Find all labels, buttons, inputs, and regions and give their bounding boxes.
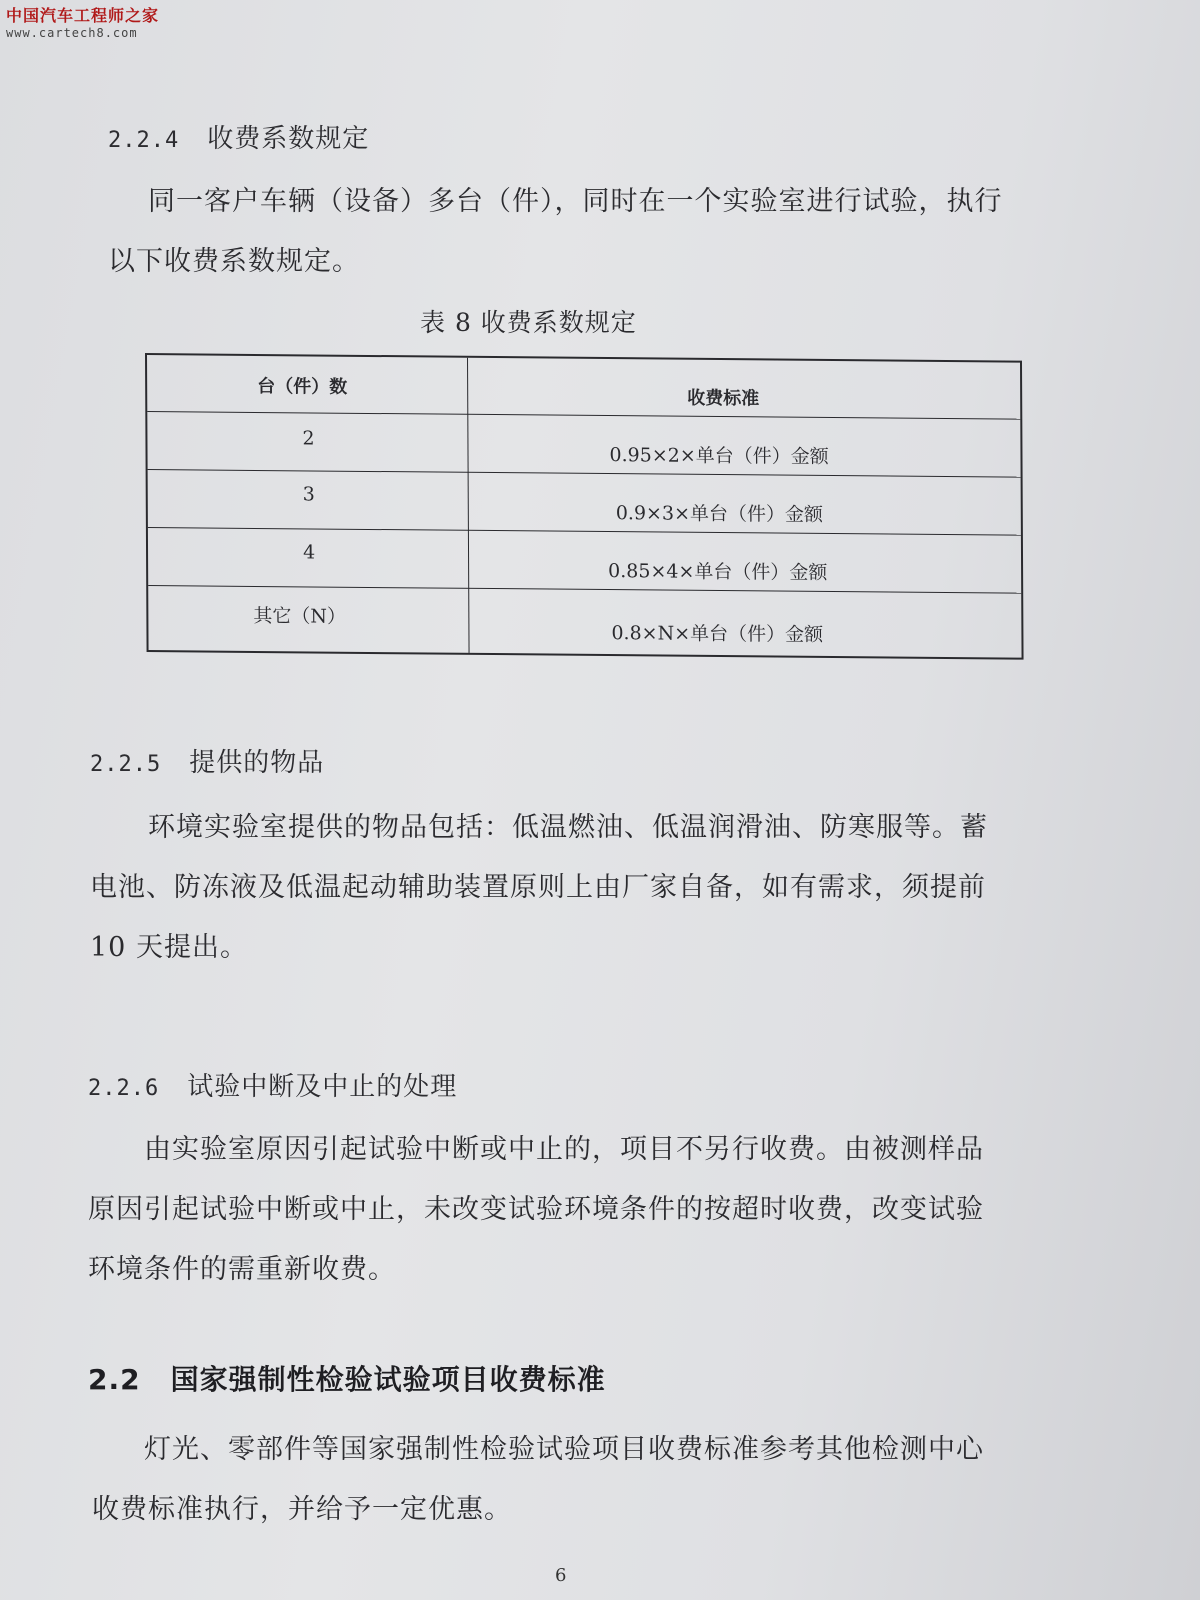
section-heading-2-2-4 bbox=[108, 118, 369, 155]
table-header-count: 台（件）数 bbox=[257, 375, 348, 398]
body-line: 环境条件的需重新收费。 bbox=[88, 1254, 396, 1285]
table-row bbox=[148, 585, 1021, 657]
body-line: 10 天提出。 bbox=[90, 932, 248, 963]
table-row bbox=[148, 469, 1021, 536]
table-cell-count: 2 bbox=[302, 427, 315, 450]
section-body-2-2-6 bbox=[88, 1120, 984, 1300]
table-cell-fee: 0.85×4×单台（件）金额 bbox=[608, 560, 828, 584]
section-title: 试验中断及中止的处理 bbox=[187, 1072, 458, 1102]
section-number: 2.2.6 bbox=[88, 1076, 160, 1101]
table-row bbox=[147, 411, 1020, 478]
main-section-heading-2-2 bbox=[88, 1358, 606, 1398]
section-title: 提供的物品 bbox=[189, 748, 325, 778]
table-header-row bbox=[147, 355, 1020, 419]
section-body-2-2-5 bbox=[90, 798, 988, 978]
fee-coefficient-table bbox=[145, 353, 1024, 660]
page-number: 6 bbox=[555, 1565, 567, 1586]
table-cell-count: 3 bbox=[302, 483, 315, 506]
table-cell-fee: 0.95×2×单台（件）金额 bbox=[609, 444, 829, 468]
table-cell-fee: 0.9×3×单台（件）金额 bbox=[615, 502, 824, 526]
table-cell-fee: 0.8×N×单台（件）金额 bbox=[611, 622, 824, 646]
table-cell-count: 4 bbox=[302, 541, 316, 564]
body-line: 收费标准执行，并给予一定优惠。 bbox=[92, 1494, 512, 1525]
table-caption: 表 8 收费系数规定 bbox=[420, 308, 637, 337]
body-line: 环境实验室提供的物品包括：低温燃油、低温润滑油、防寒服等。蓄 bbox=[148, 812, 988, 843]
section-title: 国家强制性检验试验项目收费标准 bbox=[170, 1363, 606, 1396]
section-heading-2-2-5 bbox=[90, 742, 324, 779]
section-title: 收费系数规定 bbox=[207, 124, 370, 154]
section-number: 2.2.5 bbox=[90, 752, 162, 777]
table-row bbox=[148, 527, 1021, 594]
section-body-2-2 bbox=[92, 1420, 984, 1540]
body-line: 由实验室原因引起试验中断或中止的，项目不另行收费。由被测样品 bbox=[144, 1134, 984, 1165]
section-number: 2.2 bbox=[88, 1363, 141, 1396]
section-body-2-2-4 bbox=[108, 172, 1003, 292]
section-heading-2-2-6 bbox=[88, 1066, 457, 1103]
body-line: 以下收费系数规定。 bbox=[108, 246, 360, 277]
body-line: 原因引起试验中断或中止，未改变试验环境条件的按超时收费，改变试验 bbox=[88, 1194, 984, 1225]
watermark-url: www.cartech8.com bbox=[6, 26, 138, 40]
body-line: 同一客户车辆（设备）多台（件），同时在一个实验室进行试验，执行 bbox=[148, 186, 1003, 217]
section-number: 2.2.4 bbox=[108, 128, 180, 153]
watermark-title: 中国汽车工程师之家 bbox=[6, 6, 160, 25]
table-header-fee: 收费标准 bbox=[687, 387, 760, 410]
site-watermark bbox=[6, 6, 159, 41]
table-cell-count: 其它（N） bbox=[253, 604, 347, 628]
body-line: 电池、防冻液及低温起动辅助装置原则上由厂家自备，如有需求，须提前 bbox=[90, 872, 986, 903]
body-line: 灯光、零部件等国家强制性检验试验项目收费标准参考其他检测中心 bbox=[144, 1434, 984, 1465]
